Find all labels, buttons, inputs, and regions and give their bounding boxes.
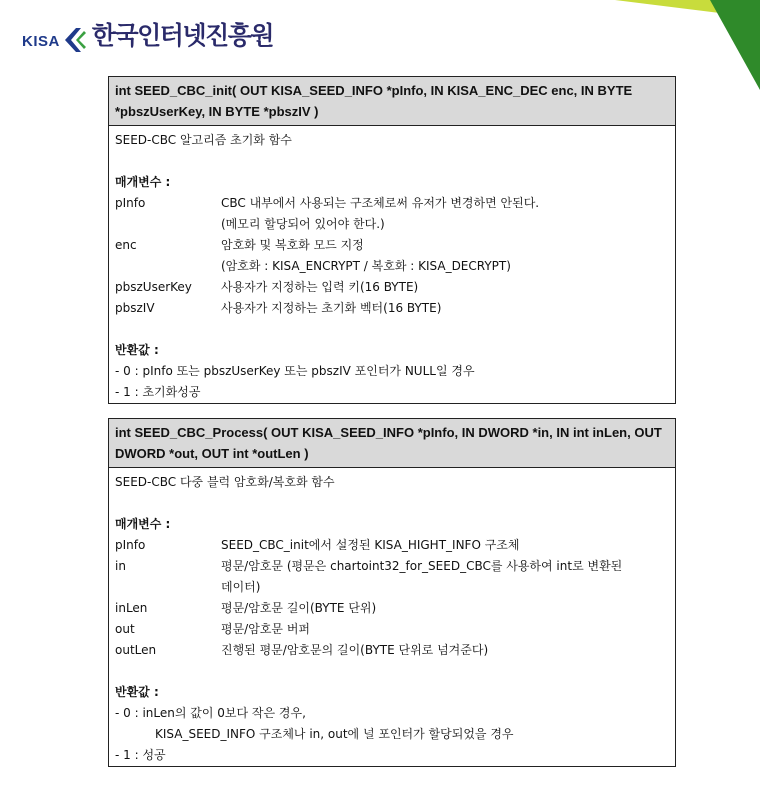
param-name: outLen — [115, 643, 157, 657]
param-desc: CBC 내부에서 사용되는 구조체로써 유저가 변경하면 안된다. — [221, 196, 540, 210]
param-name: enc — [115, 238, 137, 252]
return-item: - 1 : 성공 — [115, 748, 166, 762]
params-title: 매개변수 : — [115, 517, 171, 531]
returns-title: 반환값 : — [115, 685, 159, 699]
param-desc: 진행된 평문/암호문의 길이(BYTE 단위로 넘겨준다) — [221, 643, 489, 657]
params-title: 매개변수 : — [115, 175, 171, 189]
function-description: SEED-CBC 다중 블럭 암호화/복호화 함수 — [115, 475, 335, 489]
param-desc-cont: 데이터) — [221, 580, 261, 594]
param-name: in — [115, 559, 126, 573]
return-item-cont: KISA_SEED_INFO 구조체나 in, out에 널 포인터가 할당되었을 경우 — [155, 727, 514, 741]
return-item: - 0 : pInfo 또는 pbszUserKey 또는 pbszIV 포인터가 NULL일 경우 — [115, 364, 475, 378]
param-row — [115, 277, 669, 298]
param-desc: 평문/암호문 버퍼 — [221, 622, 311, 636]
param-desc: 암호화 및 복호화 모드 지정 — [221, 238, 364, 252]
param-row — [115, 298, 669, 319]
param-row — [115, 556, 669, 577]
param-desc-cont: (암호화 : KISA_ENCRYPT / 복호화 : KISA_DECRYPT) — [221, 259, 511, 273]
returns-title: 반환값 : — [115, 343, 159, 357]
function-box-seed-cbc-process — [108, 418, 676, 767]
function-signature — [109, 419, 675, 468]
kisa-logo — [22, 12, 273, 56]
function-box-seed-cbc-init — [108, 76, 676, 404]
param-desc-cont: (메모리 할당되어 있어야 한다.) — [221, 217, 385, 231]
kisa-logo-mark-icon — [62, 24, 86, 56]
signature-line: int SEED_CBC_Process( OUT KISA_SEED_INFO *pInfo, IN DWORD *in, IN int inLen, OUT — [115, 425, 662, 440]
signature-line: int SEED_CBC_init( OUT KISA_SEED_INFO *pInfo, IN KISA_ENC_DEC enc, IN BYTE — [115, 83, 633, 98]
param-row — [115, 598, 669, 619]
param-row — [115, 619, 669, 640]
function-body — [109, 468, 675, 766]
param-row — [115, 640, 669, 661]
param-name: inLen — [115, 601, 148, 615]
param-row — [115, 535, 669, 556]
param-desc: 사용자가 지정하는 입력 키(16 BYTE) — [221, 280, 419, 294]
param-name: pInfo — [115, 196, 146, 210]
logo-korean-text: 한국인터넷진흥원 — [91, 21, 274, 50]
param-name: out — [115, 622, 135, 636]
param-row — [115, 193, 669, 214]
param-desc: 평문/암호문 (평문은 chartoint32_for_SEED_CBC를 사용하여 int로 변환된 — [221, 559, 623, 573]
return-item: - 1 : 초기화성공 — [115, 385, 201, 399]
return-item: - 0 : inLen의 값이 0보다 작은 경우, — [115, 706, 306, 720]
function-body — [109, 126, 675, 403]
param-desc: SEED_CBC_init에서 설정된 KISA_HIGHT_INFO 구조체 — [221, 538, 520, 552]
param-row — [115, 235, 669, 256]
param-name: pInfo — [115, 538, 146, 552]
logo-latin-text: KISA — [22, 33, 60, 50]
signature-line: DWORD *out, OUT int *outLen ) — [115, 446, 309, 461]
signature-line: *pbszUserKey, IN BYTE *pbszIV ) — [115, 104, 319, 119]
function-description: SEED-CBC 알고리즘 초기화 함수 — [115, 133, 292, 147]
param-name: pbszIV — [115, 301, 155, 315]
function-signature — [109, 77, 675, 126]
param-desc: 평문/암호문 길이(BYTE 단위) — [221, 601, 377, 615]
param-desc: 사용자가 지정하는 초기화 벡터(16 BYTE) — [221, 301, 442, 315]
param-name: pbszUserKey — [115, 280, 192, 294]
